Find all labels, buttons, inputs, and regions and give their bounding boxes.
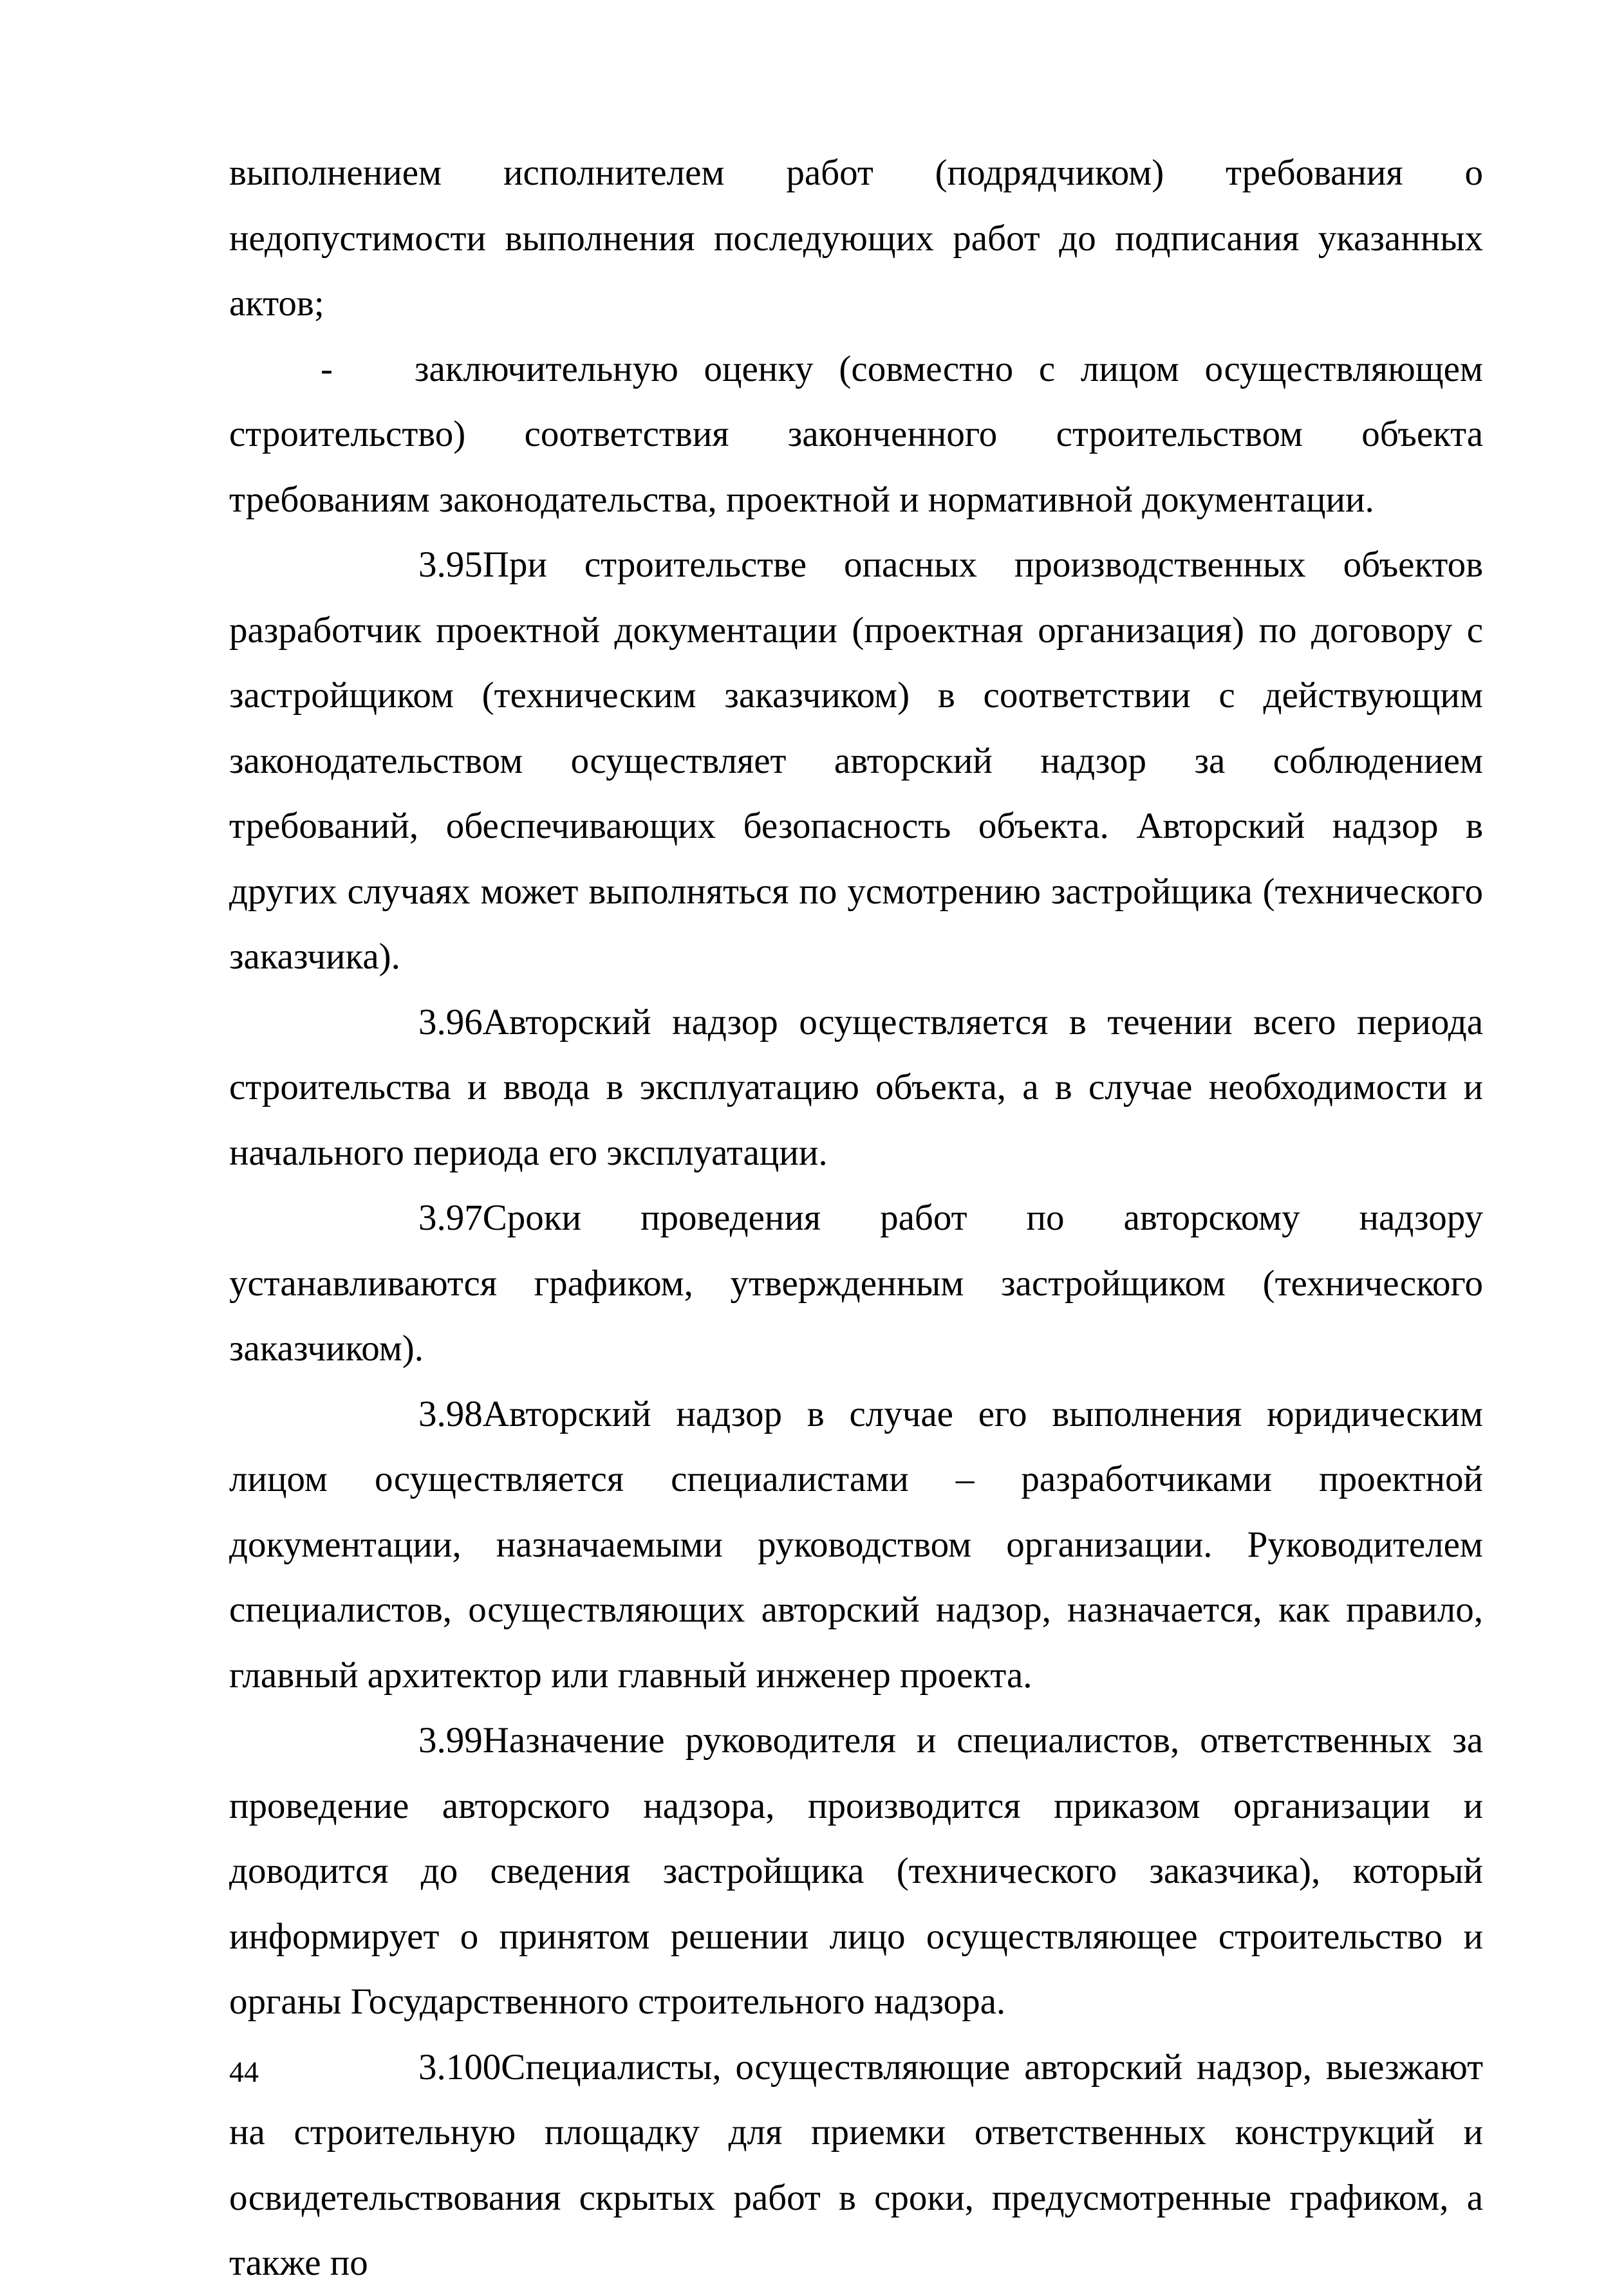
clause-3-99 [229, 1708, 1483, 2035]
clause-number: 3.98 [418, 1393, 483, 1434]
bullet-item-final-assessment [229, 337, 1483, 533]
paragraph-text: Авторский надзор в случае его выполнения юридическим лицом осуществляется специалистами – разработчиками проектной документации, назначаемыми руководством организации. Руководителем специалистов, осуществляющих авторский надзор, назначается, как правило, главный архитектор или главный инженер проекта. [229, 1393, 1483, 1696]
page-number: 44 [229, 2055, 259, 2088]
bullet-dash: - [321, 348, 333, 389]
document-body [229, 140, 1483, 2296]
paragraph-continuation [229, 140, 1483, 337]
paragraph-text: При строительстве опасных производственных объектов разработчик проектной документации (проектная организация) по договору с застройщиком (техническим заказчиком) в соответствии с действующим законодательством осуществляет авторский надзор за соблюдением требований, обеспечивающих безопасность объекта. Авторский надзор в других случаях может выполняться по усмотрению застройщика (технического заказчика). [229, 544, 1483, 977]
paragraph-text: Авторский надзор осуществляется в течении всего периода строительства и ввода в эксплуатацию объекта, а в случае необходимости и начального периода его эксплуатации. [229, 1001, 1483, 1173]
paragraph-text: Специалисты, осуществляющие авторский надзор, выезжают на строительную площадку для приемки ответственных конструкций и освидетельствования скрытых работ в сроки, предусмотренные графиком, а также по [229, 2046, 1483, 2283]
clause-3-98 [229, 1382, 1483, 1708]
clause-3-96 [229, 990, 1483, 1186]
paragraph-text: Сроки проведения работ по авторскому надзору устанавливаются графиком, утвержденным застройщиком (технического заказчиком). [229, 1198, 1483, 1369]
paragraph-text: заключительную оценку (совместно с лицом осуществляющем строительство) соответствия законченного строительством объекта требованиям законодательства, проектной и нормативной документации. [229, 348, 1483, 520]
clause-number: 3.97 [418, 1198, 483, 1238]
clause-3-95 [229, 532, 1483, 990]
clause-3-97 [229, 1185, 1483, 1382]
clause-number: 3.100 [418, 2046, 501, 2088]
paragraph-text: выполнением исполнителем работ (подрядчиком) требования о недопустимости выполнения последующих работ до подписания указанных актов; [229, 153, 1483, 324]
clause-number: 3.95 [418, 544, 483, 585]
clause-3-100 [229, 2035, 1483, 2296]
clause-number: 3.96 [418, 1001, 483, 1042]
paragraph-text: Назначение руководителя и специалистов, ответственных за проведение авторского надзора, производится приказом организации и доводится до сведения застройщика (технического заказчика), который информирует о принятом решении лицо осуществляющее строительство и органы Государственного строительного надзора. [229, 1720, 1483, 2022]
clause-number: 3.99 [418, 1720, 483, 1761]
